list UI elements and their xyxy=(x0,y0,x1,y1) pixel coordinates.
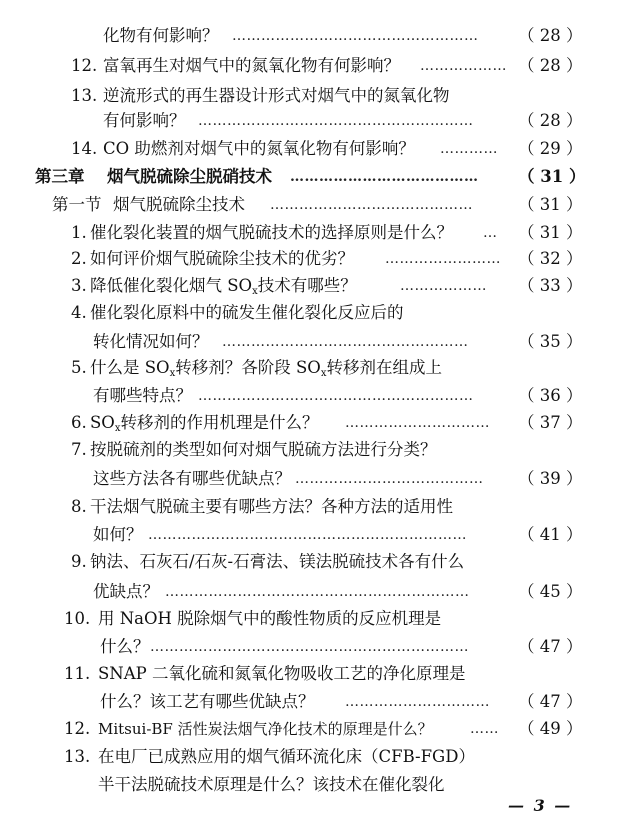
toc-entry xyxy=(0,633,618,661)
toc-entry xyxy=(0,107,618,135)
toc-entry-text: 在电厂已成熟应用的烟气循环流化床（CFB-FGD） xyxy=(98,747,475,766)
toc-entry-text: 转化情况如何？ xyxy=(93,332,209,351)
leader-dots: …… xyxy=(470,721,499,737)
toc-entry-text: 什么是 xyxy=(90,358,140,377)
toc-entry-number: 8. xyxy=(71,497,87,516)
toc-entry xyxy=(0,578,618,606)
leader-dots: ………………………… xyxy=(345,415,490,431)
so-x: $SO_x$ xyxy=(227,276,258,297)
toc-entry-page: （ 28 ） xyxy=(518,56,583,75)
chapter-heading xyxy=(0,163,618,191)
toc-entry-number: 5. xyxy=(71,358,87,377)
toc-entry-text: 如何？ xyxy=(93,525,143,544)
toc-entry-text: 什么？该工艺有哪些优缺点？ xyxy=(100,692,315,711)
toc-entry-number: 9. xyxy=(71,552,87,571)
toc-entry-text: 这些方法各有哪些优缺点？ xyxy=(93,469,291,488)
toc-entry xyxy=(0,771,618,799)
toc-entry-number: 7. xyxy=(71,440,87,459)
toc-entry xyxy=(0,22,618,50)
toc-entry-page: （ 31 ） xyxy=(518,167,586,186)
toc-entry-number: 6. xyxy=(71,413,87,432)
toc-entry-page: （ 28 ） xyxy=(518,111,583,130)
toc-entry-text: 有哪些特点？ xyxy=(93,386,192,405)
section-title: 烟气脱硫除尘技术 xyxy=(113,195,245,214)
leader-dots: ……………………………………………………… xyxy=(165,584,470,600)
leader-dots: ………… xyxy=(440,141,498,157)
toc-entry-page: （ 29 ） xyxy=(518,139,583,158)
toc-entry-text: 干法烟气脱硫主要有哪些方法？各种方法的适用性 xyxy=(90,497,453,516)
toc-entry xyxy=(0,715,618,743)
toc-entry-text: 转移剂的作用机理是什么？ xyxy=(120,413,319,432)
leader-dots: …………………………………… xyxy=(270,197,473,213)
toc-entry-text-cont: 技术有哪些？ xyxy=(257,276,357,295)
leader-dots: ………………………………………………… xyxy=(198,113,474,129)
toc-entry-number: 2. xyxy=(71,249,87,268)
leader-dots: ………………………………… xyxy=(295,471,484,487)
toc-entry-page: （ 47 ） xyxy=(518,692,583,711)
toc-entry-number: 11. xyxy=(64,664,91,683)
toc-entry-text: 什么？ xyxy=(100,637,150,656)
toc-entry-number: 4. xyxy=(71,303,87,322)
section-heading xyxy=(0,191,618,219)
toc-entry-text: 化物有何影响？ xyxy=(103,26,219,45)
toc-entry-page: （ 49 ） xyxy=(518,719,583,738)
toc-entry-number: 1. xyxy=(71,223,87,242)
leader-dots: …………………………………………… xyxy=(222,334,469,350)
toc-entry xyxy=(0,52,618,80)
toc-entry-number: 14. xyxy=(71,139,98,158)
leader-dots: ………………………………………………………… xyxy=(150,639,469,655)
so-x: $SO_x$ xyxy=(295,358,327,379)
toc-entry xyxy=(0,743,618,771)
toc-entry-text: 富氧再生对烟气中的氮氧化物有何影响？ xyxy=(103,56,400,75)
page-number-footer: — 3 — xyxy=(508,796,573,815)
toc-entry xyxy=(0,245,618,273)
toc-entry xyxy=(0,135,618,163)
so-x: $SO_x$ xyxy=(90,413,121,434)
toc-entry xyxy=(0,605,618,633)
toc-entry xyxy=(0,272,618,300)
chapter-number: 第三章 xyxy=(35,167,85,186)
toc-entry-page: （ 33 ） xyxy=(518,276,583,295)
toc-entry-text: Mitsui-BF 活性炭法烟气净化技术的原理是什么？ xyxy=(98,720,433,738)
toc-entry-page: （ 39 ） xyxy=(518,469,583,488)
toc-entry xyxy=(0,521,618,549)
toc-entry-page: （ 31 ） xyxy=(518,223,583,242)
toc-entry-page: （ 35 ） xyxy=(518,332,583,351)
toc-entry-text: 逆流形式的再生器设计形式对烟气中的氮氧化物 xyxy=(103,86,450,105)
toc-entry-number: 3. xyxy=(71,276,87,295)
toc-entry-text: 按脱硫剂的类型如何对烟气脱硫方法进行分类？ xyxy=(90,440,437,459)
toc-entry-text: 半干法脱硫技术原理是什么？该技术在催化裂化 xyxy=(98,775,445,794)
leader-dots: ………………………………… xyxy=(290,169,479,185)
toc-entry-text: SNAP 二氧化硫和氮氧化物吸收工艺的净化原理是 xyxy=(98,664,466,683)
toc-entry xyxy=(0,660,618,688)
toc-entry xyxy=(0,436,618,464)
toc-entry-page: （ 37 ） xyxy=(518,413,583,432)
toc-entry xyxy=(0,548,618,576)
toc-entry-page: （ 36 ） xyxy=(518,386,583,405)
toc-entry xyxy=(0,219,618,247)
toc-entry-text: 有何影响？ xyxy=(103,111,186,130)
toc-entry-page: （ 31 ） xyxy=(518,195,583,214)
toc-entry xyxy=(0,328,618,356)
chapter-title: 烟气脱硫除尘脱硝技术 xyxy=(107,167,272,186)
toc-entry: 5. 什么是 $SO_x$转移剂？各阶段 $SO_x$转移剂在组成上 xyxy=(0,354,618,382)
toc-entry-page: （ 28 ） xyxy=(518,26,583,45)
leader-dots: ………………………………………………… xyxy=(198,388,474,404)
toc-entry-number: 12. xyxy=(64,719,91,738)
leader-dots: ………………………………………………………… xyxy=(148,527,467,543)
toc-entry-number: 13. xyxy=(64,747,91,766)
leader-dots: … xyxy=(483,225,498,241)
toc-entry xyxy=(0,688,618,716)
toc-entry-text: 催化裂化装置的烟气脱硫技术的选择原则是什么？ xyxy=(90,223,453,242)
toc-entry-number: 13. xyxy=(71,86,98,105)
leader-dots: …………………… xyxy=(385,251,501,267)
toc-entry-text: 钠法、石灰石/石灰-石膏法、镁法脱硫技术各有什么 xyxy=(90,552,465,571)
toc-entry-text: CO 助燃剂对烟气中的氮氧化物有何影响？ xyxy=(103,139,415,158)
toc-entry-number: 10. xyxy=(64,609,91,628)
leader-dots: ……………… xyxy=(400,278,487,294)
toc-entry-page: （ 47 ） xyxy=(518,637,583,656)
toc-entry-page: （ 45 ） xyxy=(518,582,583,601)
so-x: $SO_x$ xyxy=(144,358,176,379)
toc-entry-text: 降低催化裂化烟气 xyxy=(90,276,222,295)
toc-entry-text: 催化裂化原料中的硫发生催化裂化反应后的 xyxy=(90,303,404,322)
leader-dots: ……………… xyxy=(420,58,507,74)
leader-dots: …………………………………………… xyxy=(232,28,479,44)
toc-entry xyxy=(0,382,618,410)
toc-entry xyxy=(0,299,618,327)
toc-entry xyxy=(0,82,618,110)
leader-dots: ………………………… xyxy=(345,694,490,710)
toc-entry-text: 优缺点？ xyxy=(93,582,159,601)
toc-entry-text: 如何评价烟气脱硫除尘技术的优劣？ xyxy=(90,249,354,268)
section-number: 第一节 xyxy=(52,195,102,214)
toc-entry xyxy=(0,465,618,493)
toc-entry xyxy=(0,409,618,437)
toc-entry-page: （ 32 ） xyxy=(518,249,583,268)
toc-entry-number: 12. xyxy=(71,56,98,75)
toc-entry-page: （ 41 ） xyxy=(518,525,583,544)
toc-entry-text: 用 NaOH 脱除烟气中的酸性物质的反应机理是 xyxy=(98,609,442,628)
toc-entry xyxy=(0,493,618,521)
